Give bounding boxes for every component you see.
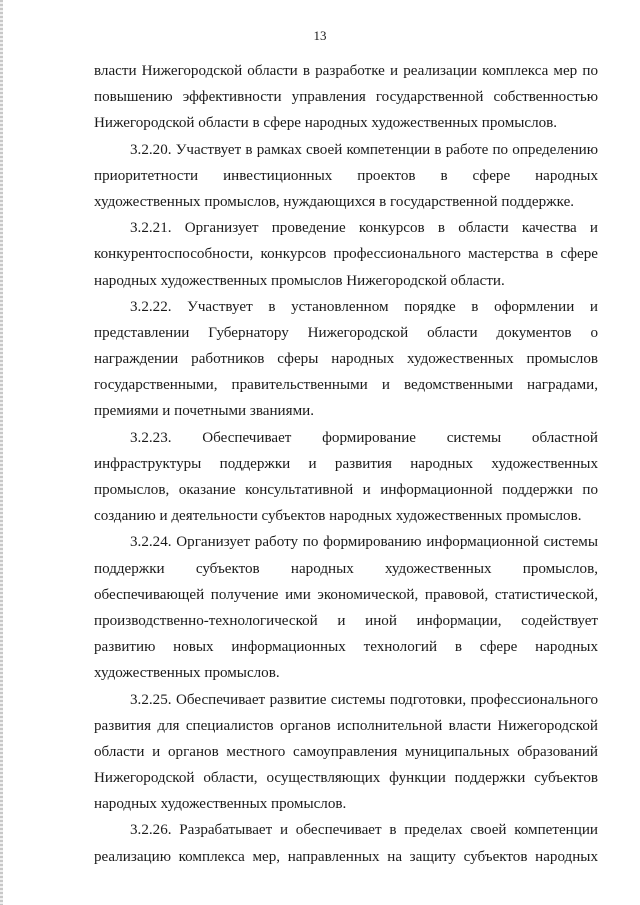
page-number: 13 [313, 28, 327, 43]
text-line: инфраструктуры поддержки и развития народных художественных [94, 455, 598, 472]
text-line: повышению эффективности управления государственной собственностью [94, 89, 598, 106]
text-line: 3.2.24. Организует работу по формированию информационной системы [130, 534, 598, 551]
text-line: производственно-технологической и иной информации, содействует [94, 612, 598, 629]
text-line: государственными, правительственными и ведомственными наградами, [94, 377, 598, 394]
text-line: развитию новых информационных технологий в сфере народных [94, 639, 598, 656]
text-line: художественных промыслов, нуждающихся в государственной поддержке. [94, 193, 575, 210]
clause-3-2-20 [94, 137, 598, 216]
paragraph-continuation [94, 58, 598, 137]
text-line: 3.2.20. Участвует в рамках своей компетенции в работе по определению [130, 141, 598, 158]
text-line: 3.2.26. Разрабатывает и обеспечивает в пределах своей компетенции [130, 822, 598, 839]
text-line: развития для специалистов органов исполнительной власти Нижегородской [94, 717, 598, 734]
clause-3-2-23 [94, 425, 598, 530]
clause-3-2-25 [94, 687, 598, 818]
text-line: представлении Губернатору Нижегородской области документов о [94, 324, 598, 341]
text-line: премиями и почетными званиями. [94, 403, 314, 420]
clause-3-2-21 [94, 215, 598, 294]
text-line: обеспечивающей получение ими экономической, правовой, статистической, [94, 586, 598, 603]
text-line: народных художественных промыслов Нижегородской области. [94, 272, 505, 289]
text-line: 3.2.23. Обеспечивает формирование системы областной [130, 429, 598, 446]
text-line: художественных промыслов. [94, 665, 280, 682]
text-line: области и органов местного самоуправления муниципальных образований [94, 743, 598, 760]
scan-edge-artifact [0, 0, 3, 905]
text-line: Нижегородской области в сфере народных художественных промыслов. [94, 115, 558, 132]
text-line: конкурентоспособности, конкурсов профессионального мастерства в сфере [94, 246, 598, 263]
text-line: власти Нижегородской области в разработке и реализации комплекса мер по [94, 63, 598, 79]
text-line: реализацию комплекса мер, направленных на защиту субъектов народных [94, 848, 598, 865]
document-body [94, 58, 598, 870]
text-line: 3.2.21. Организует проведение конкурсов в области качества и [130, 220, 598, 237]
clause-3-2-22 [94, 294, 598, 425]
text-line: народных художественных промыслов. [94, 796, 347, 813]
text-line: поддержки субъектов народных художественных промыслов, [94, 560, 598, 577]
clause-3-2-26 [94, 817, 598, 869]
text-line: 3.2.25. Обеспечивает развитие системы подготовки, профессионального [130, 691, 598, 708]
text-line: созданию и деятельности субъектов народных художественных промыслов. [94, 508, 582, 525]
text-line: Нижегородской области, осуществляющих функции поддержки субъектов [94, 770, 598, 787]
text-line: промыслов, оказание консультативной и информационной поддержки по [94, 482, 598, 498]
text-line: награждении работников сферы народных художественных промыслов [94, 351, 598, 368]
text-line: 3.2.22. Участвует в установленном порядке в оформлении и [130, 298, 598, 315]
clause-3-2-24 [94, 529, 598, 686]
text-line: приоритетности инвестиционных проектов в сфере народных [94, 167, 598, 184]
